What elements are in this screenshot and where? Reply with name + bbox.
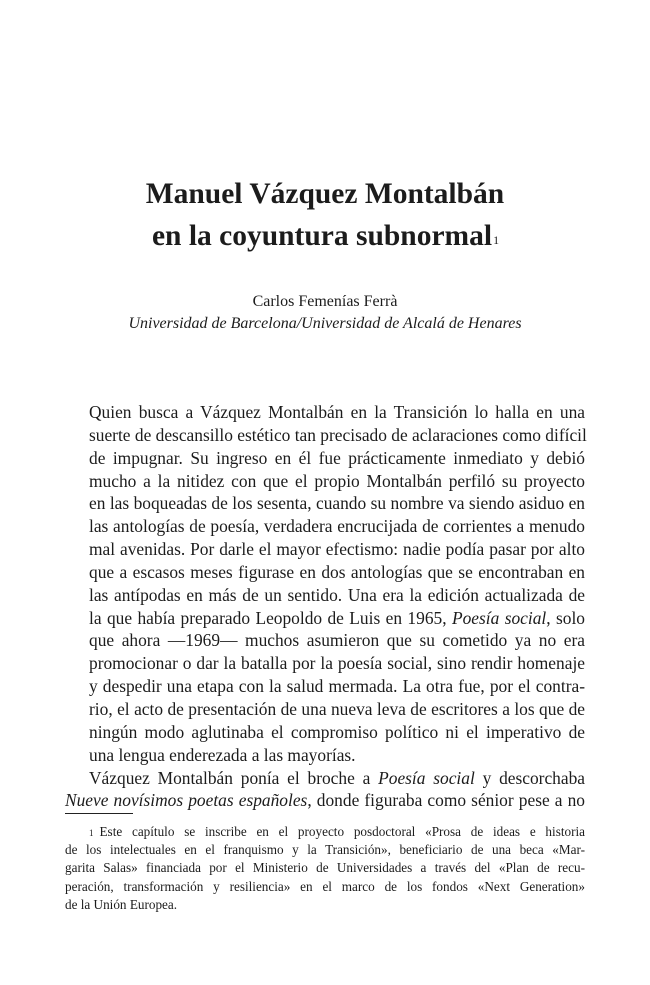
paragraph-2 [65, 767, 585, 790]
text-line: Quien busca a Vázquez Montalbán en la Transición lo halla en una [89, 402, 585, 422]
text-line: rio, el acto de presentación de una nueva leva de escritores a los que de [89, 698, 585, 719]
footnote-line: garita Salas» financiada por el Ministerio de Universidades a través del «Plan de recu- [65, 860, 585, 876]
chapter-title-line-2: en la coyuntura subnormal [151, 220, 493, 252]
text-run: la que había preparado Leopoldo de Luis en 1965, [89, 607, 452, 628]
text-run: Este capítulo se inscribe en el proyecto posdoctoral «Prosa de ideas e historia [99, 824, 585, 839]
text-line: de impugnar. Su ingreso en él fue prácticamente inmediato y debió [89, 447, 585, 468]
book-title: Poesía social [378, 767, 475, 788]
book-title: Poesía social [451, 607, 547, 628]
text-line: promocionar o dar la batalla por la poesía social, sino rendir homenaje [89, 653, 585, 674]
text-line: suerte de descansillo estético tan precisado de aclaraciones como difícil [89, 424, 587, 445]
footnote-line: de los intelectuales en el franquismo y la Transición», beneficiario de una beca «Mar- [65, 842, 585, 858]
text-line: una lengua enderezada a las mayorías. [89, 744, 356, 765]
footnote-line [65, 823, 585, 841]
text-line [65, 789, 585, 812]
text-run: , solo [546, 607, 585, 628]
text-line: que a escasos meses figurase en dos antologías que se encontraban en [89, 561, 585, 582]
text-line [65, 607, 585, 630]
text-line: y despedir una etapa con la salud mermada. La otra fue, por el contra- [89, 676, 585, 697]
text-run: y descorchaba [474, 767, 586, 788]
footnote-line: de la Unión Europea. [65, 896, 178, 912]
text-run: , donde figuraba como sénior pese a no [307, 790, 585, 811]
body-text [65, 401, 585, 812]
footnote-reference: 1 [493, 233, 500, 247]
book-title: Nueve novísimos poetas españoles [65, 790, 308, 811]
chapter-title-line-1: Manuel Vázquez Montalbán [145, 178, 505, 210]
footnote [65, 823, 585, 914]
footnote-separator [65, 813, 133, 814]
text-line: mal avenidas. Por darle el mayor efectismo: nadie podía pasar por alto [89, 539, 585, 560]
footnote-marker: 1 [89, 828, 94, 838]
text-line: que ahora —1969— muchos asumieron que su cometido ya no era [89, 630, 585, 651]
text-line: las antologías de poesía, verdadera encrucijada de corrientes a menudo [89, 516, 585, 537]
text-line: las antípodas en más de un sentido. Una era la edición actualizada de [89, 584, 585, 605]
text-line: mucho a la nitidez con que el propio Montalbán perfiló su proyecto [89, 470, 585, 491]
chapter-title [0, 173, 650, 257]
paragraph-1 [65, 401, 585, 767]
author-name: Carlos Femenías Ferrà [252, 293, 398, 310]
author-affiliation: Universidad de Barcelona/Universidad de Alcalá de Henares [128, 315, 522, 332]
text-line: ningún modo aglutinaba el compromiso político ni el imperativo de [89, 721, 585, 742]
footnote-line: peración, transformación y resiliencia» en el marco de los fondos «Next Generation» [65, 878, 585, 894]
text-line: en las boqueadas de los sesenta, cuando su nombre va siendo asiduo en [89, 493, 585, 514]
text-run: Vázquez Montalbán ponía el broche a [89, 767, 379, 788]
text-line [65, 767, 585, 790]
